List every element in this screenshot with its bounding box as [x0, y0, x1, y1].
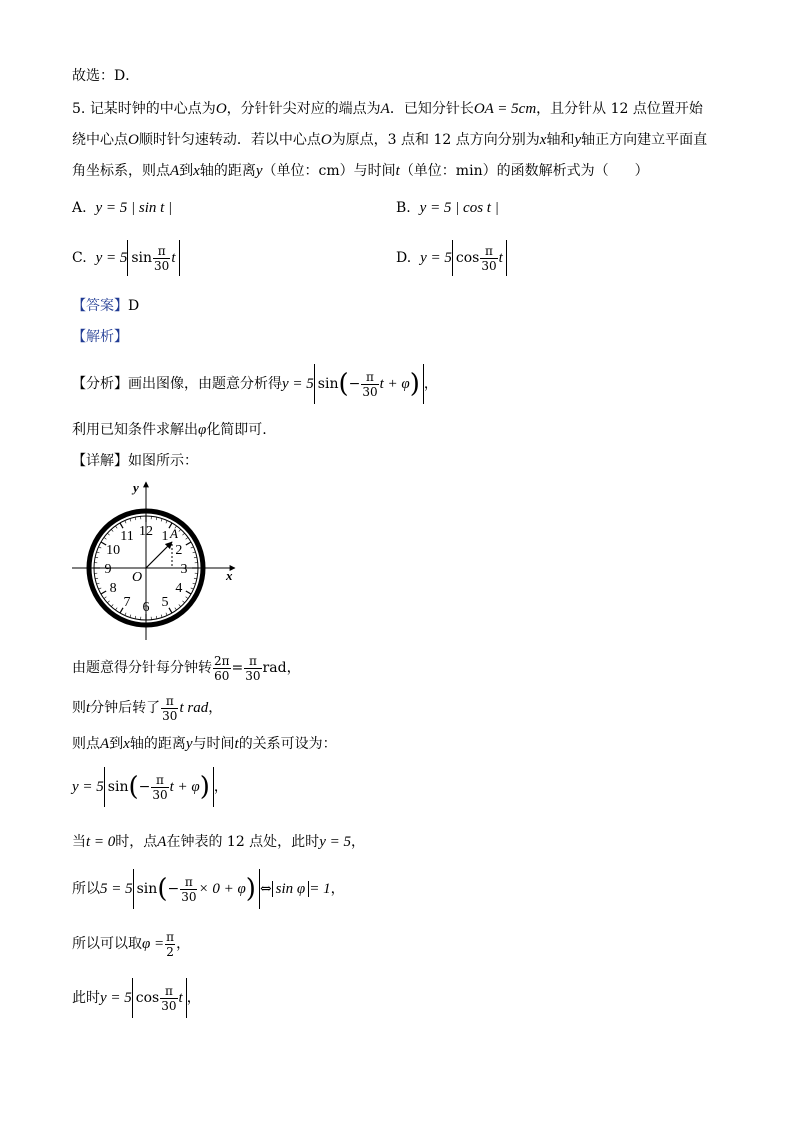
prev-answer: 故选：D．	[72, 68, 140, 84]
clock-tick	[194, 557, 197, 558]
clock-number: 1	[161, 529, 169, 545]
clock-tick	[161, 519, 162, 522]
clock-number: 4	[175, 581, 183, 596]
step-5: 当t = 0时，点A在钟表的 12 点处，此时y = 5，	[72, 834, 365, 850]
clock-tick	[193, 583, 196, 584]
answer-line: 【答案】D	[72, 298, 140, 314]
clock-tick	[182, 601, 184, 603]
step-2: 则t分钟后转了 $\frac{\pi}{30}$ t rad，	[72, 693, 223, 723]
origin-label: O	[132, 570, 143, 585]
option-a: A. y = 5 | sin t |	[72, 200, 173, 216]
clock-tick	[169, 608, 172, 613]
clock-tick	[166, 520, 167, 523]
clock-tick	[161, 615, 162, 618]
option-c: C. y = 5 sin $\frac{\pi}{30}$ t	[72, 240, 180, 276]
clock-tick	[95, 578, 98, 579]
minute-hand	[146, 542, 172, 568]
clock-number: 3	[180, 562, 188, 577]
step-8: 此时y = 5 cos $\frac{\pi}{30}$ t ，	[72, 978, 201, 1018]
clock-tick	[135, 616, 136, 619]
analysis-heading: 【解析】	[72, 329, 128, 345]
clock-tick	[101, 591, 106, 594]
clock-tick	[120, 523, 123, 528]
clock-number: 7	[123, 594, 131, 610]
clock-tick	[156, 517, 157, 520]
use-line: 利用已知条件求解出φ化简即可.	[72, 422, 267, 438]
clock-tick	[156, 616, 157, 619]
clock-tick	[179, 604, 181, 606]
step-3: 则点A到x轴的距离y与时间t的关系可设为：	[72, 736, 337, 752]
clock-tick	[186, 591, 191, 594]
clock-tick	[98, 547, 101, 548]
question-line-2: 绕中心点O顺时针匀速转动．若以中心点O为原点，3 点和 12 点方向分别为x轴和y轴正方向建立平面直	[72, 132, 708, 148]
clock-number: 9	[104, 562, 112, 577]
clock-tick	[98, 588, 101, 589]
clock-tick	[194, 578, 197, 579]
step-6: 所以5 = 5 sin(− $\frac{\pi}{30}$ × 0 + φ) ⇔ sin φ = 1，	[72, 869, 345, 909]
step-7: 所以可以取φ = $\frac{\pi}{2}$ ，	[72, 929, 191, 959]
clock-tick	[97, 583, 100, 584]
clock-number: 12	[139, 524, 153, 539]
clock-tick	[95, 557, 98, 558]
clock-tick	[130, 519, 131, 522]
clock-tick	[186, 537, 188, 539]
answer-value: D	[128, 298, 140, 314]
clock-tick	[107, 533, 109, 535]
clock-tick	[182, 533, 184, 535]
clock-tick	[111, 529, 113, 531]
clock-number: 5	[161, 594, 169, 610]
clock-tick	[166, 613, 167, 616]
clock-tick	[125, 613, 126, 616]
clock-tick	[175, 608, 177, 610]
clock-tick	[191, 588, 194, 589]
detail-line: 【详解】如图所示：	[72, 453, 198, 469]
clock-tick	[115, 526, 117, 528]
clock-number: 2	[175, 543, 183, 558]
point-a-label: A	[170, 526, 178, 541]
option-b: B. y = 5 | cos t |	[396, 200, 499, 216]
y-axis-label: y	[133, 480, 139, 495]
clock-number: 11	[120, 529, 134, 545]
clock-tick	[191, 547, 194, 548]
clock-tick	[135, 517, 136, 520]
clock-number: 6	[142, 600, 150, 615]
question-line-1: 5. 记某时钟的中心点为O，分针针尖对应的端点为A．已知分针长OA = 5cm，且分针从 12 点位置开始	[72, 101, 703, 117]
clock-tick	[193, 552, 196, 553]
clock-tick	[107, 601, 109, 603]
clock-tick	[115, 608, 117, 610]
step-1: 由题意得分针每分钟转 $\frac{2\pi}{60}$ = $\frac{\pi}{30}$ rad，	[72, 653, 301, 683]
fenxi-line: 【分析】画出图像，由题意分析得y = 5 sin(− $\frac{\pi}{30}$ t + φ) ，	[72, 364, 438, 404]
clock-number: 10	[106, 543, 121, 558]
question-line-3: 角坐标系，则点A到x轴的距离y（单位：cm）与时间t（单位：min）的函数解析式为（ ）	[72, 163, 649, 179]
clock-diagram	[70, 480, 245, 640]
option-d: D. y = 5 cos $\frac{\pi}{30}$ t	[396, 240, 507, 276]
clock-tick	[130, 615, 131, 618]
clock-tick	[179, 529, 181, 531]
clock-number: 8	[109, 581, 117, 596]
step-4-formula: y = 5 sin(− $\frac{\pi}{30}$ t + φ) ，	[72, 767, 228, 807]
question-number: 5.	[72, 101, 86, 117]
x-axis-label: x	[226, 568, 233, 583]
clock-tick	[186, 597, 188, 599]
clock-tick	[104, 597, 106, 599]
clock-tick	[186, 542, 191, 545]
clock-tick	[97, 552, 100, 553]
clock-tick	[111, 604, 113, 606]
clock-tick	[125, 520, 126, 523]
clock-tick	[104, 537, 106, 539]
